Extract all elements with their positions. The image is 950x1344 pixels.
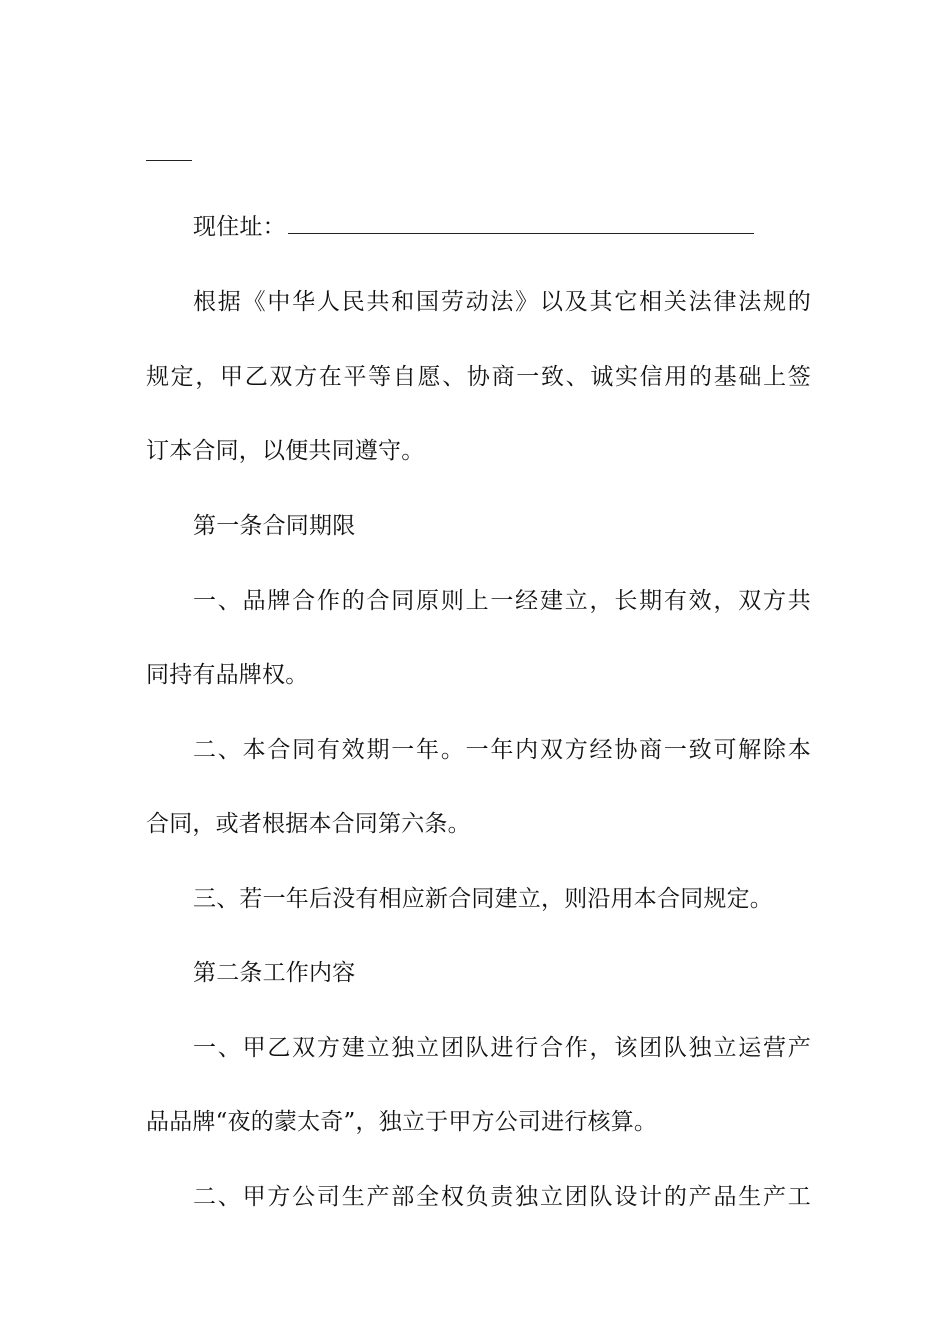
paragraph-line: 品品牌“夜的蒙太奇”，独立于甲方公司进行核算。 xyxy=(146,1109,658,1135)
address-blank-field xyxy=(288,213,754,234)
section-heading: 第一条合同期限 xyxy=(193,513,356,539)
paragraph-line: 同持有品牌权。 xyxy=(146,662,309,688)
paragraph-line: 二、甲方公司生产部全权负责独立团队设计的产品生产工 xyxy=(193,1184,811,1210)
paragraph-line: 规定，甲乙双方在平等自愿、协商一致、诚实信用的基础上签 xyxy=(146,364,811,390)
paragraph-line: 合同，或者根据本合同第六条。 xyxy=(146,811,471,837)
paragraph-line: 一、品牌合作的合同原则上一经建立，长期有效，双方共 xyxy=(193,588,811,614)
address-label: 现住址： xyxy=(193,214,286,240)
paragraph-line: 三、若一年后没有相应新合同建立，则沿用本合同规定。 xyxy=(193,886,773,912)
paragraph-line: 根据《中华人民共和国劳动法》以及其它相关法律法规的 xyxy=(193,289,811,315)
blank-underline xyxy=(146,160,192,161)
paragraph-line: 二、本合同有效期一年。一年内双方经协商一致可解除本 xyxy=(193,737,811,763)
paragraph-line: 一、甲乙双方建立独立团队进行合作，该团队独立运营产 xyxy=(193,1035,811,1061)
section-heading: 第二条工作内容 xyxy=(193,960,356,986)
address-row xyxy=(193,212,858,242)
paragraph-line: 订本合同，以便共同遵守。 xyxy=(146,438,425,464)
